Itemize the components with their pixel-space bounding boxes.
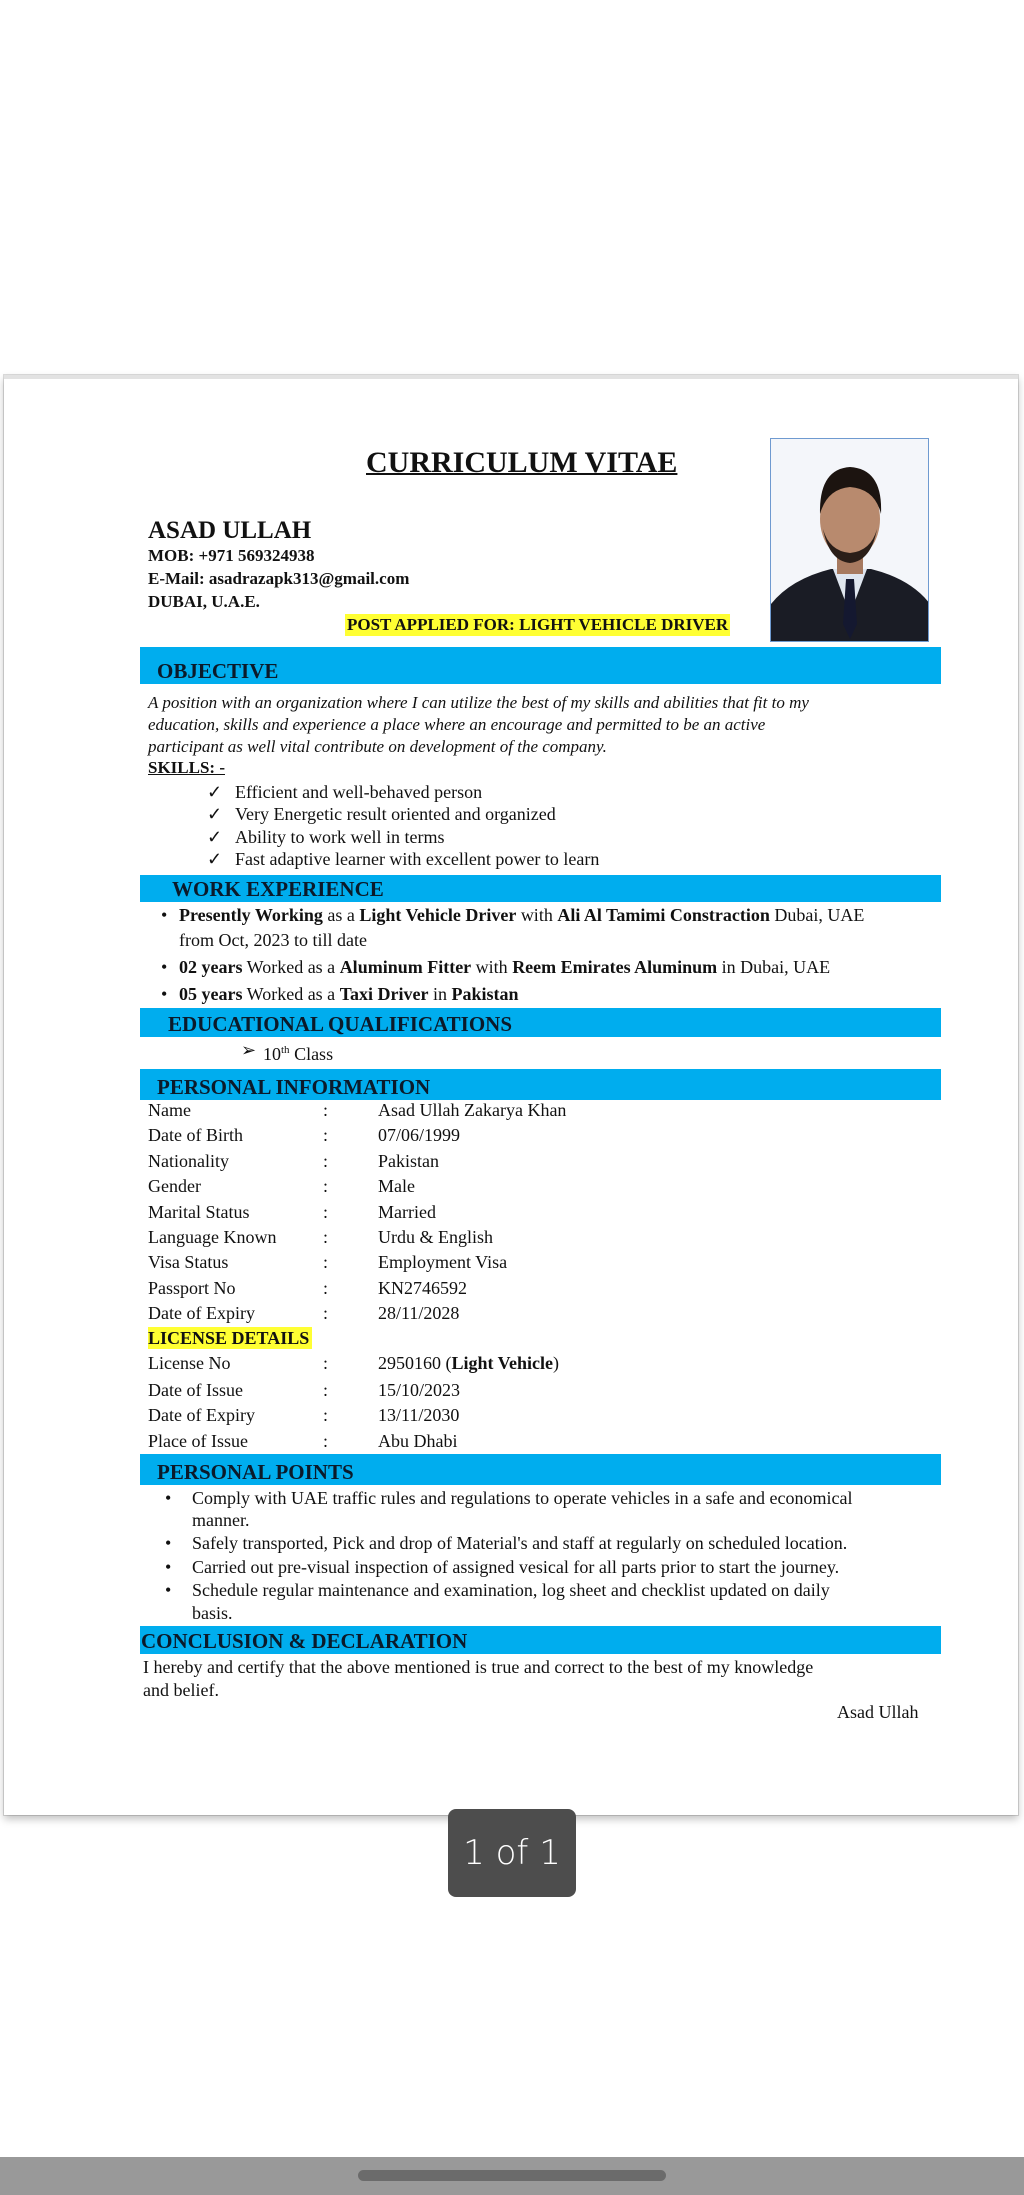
skill-text: Ability to work well in terms — [235, 827, 445, 847]
row-colon: : — [323, 1150, 329, 1171]
row-colon: : — [323, 1380, 329, 1400]
email: E-Mail: asadrazapk313@gmail.com — [148, 569, 410, 588]
row-label: Date of Expiry — [148, 1303, 255, 1324]
objective-heading: OBJECTIVE — [157, 659, 279, 683]
info-row — [148, 1150, 848, 1172]
skill-text: Very Energetic result oriented and organized — [235, 804, 556, 824]
signature-name: Asad Ullah — [837, 1702, 919, 1722]
section-personal-points — [140, 1454, 941, 1485]
point-item: • Safely transported, Pick and drop of Material's and staff at regularly on scheduled location. — [165, 1533, 848, 1553]
skill-item: ✓ Efficient and well-behaved person — [207, 782, 483, 802]
info-row — [148, 1430, 848, 1452]
skills-heading: SKILLS: - — [148, 758, 225, 777]
point-item: • Schedule regular maintenance and examination, log sheet and checklist updated on daily — [165, 1580, 830, 1600]
row-colon: : — [323, 1405, 329, 1426]
section-conclusion — [140, 1626, 941, 1654]
point-item: • Comply with UAE traffic rules and regulations to operate vehicles in a safe and economical — [165, 1488, 853, 1508]
section-education — [140, 1008, 941, 1037]
candidate-name: ASAD ULLAH — [148, 517, 312, 544]
row-value: 28/11/2028 — [378, 1303, 460, 1324]
work-text: 02 years Worked as a Aluminum Fitter with Reem Emirates Aluminum in Dubai, UAE — [179, 957, 831, 977]
row-value: Asad Ullah Zakarya Khan — [378, 1100, 567, 1120]
work-text: 05 years Worked as a Taxi Driver in Pakistan — [179, 984, 519, 1004]
conclusion-heading: CONCLUSION & DECLARATION — [141, 1629, 468, 1653]
row-label: Nationality — [148, 1150, 229, 1171]
objective-line: participant as well vital contribute on development of the company. — [148, 737, 607, 756]
declaration-line: and belief. — [143, 1680, 219, 1700]
row-label: Date of Expiry — [148, 1405, 255, 1426]
point-item: • Carried out pre-visual inspection of assigned vesical for all parts prior to start the journey. — [165, 1557, 840, 1577]
work-item: • Presently Working as a Light Vehicle Driver with Ali Al Tamimi Constraction Dubai, UAE — [161, 905, 865, 925]
mobile-number: MOB: +971 569324938 — [148, 546, 315, 565]
license-heading: LICENSE DETAILS — [148, 1327, 312, 1349]
row-value: Married — [378, 1201, 436, 1222]
row-value: 13/11/2030 — [378, 1405, 460, 1426]
row-colon: : — [323, 1227, 329, 1247]
row-label: Date of Issue — [148, 1380, 243, 1400]
row-value: 07/06/1999 — [378, 1125, 461, 1146]
skill-text: Fast adaptive learner with excellent power to learn — [235, 849, 600, 869]
section-work-experience — [140, 875, 941, 902]
objective-line: education, skills and experience a place where an encourage and permitted to be an active — [148, 715, 766, 734]
education-item: ➢ 10th Class — [241, 1040, 334, 1064]
info-row — [148, 1124, 848, 1146]
post-applied: POST APPLIED FOR: LIGHT VEHICLE DRIVER — [347, 615, 729, 634]
points-heading: PERSONAL POINTS — [157, 1460, 354, 1484]
info-row — [148, 1379, 848, 1401]
row-value: Employment Visa — [378, 1252, 508, 1273]
info-row — [148, 1302, 848, 1324]
row-colon: : — [323, 1303, 329, 1324]
work-item: • 05 years Worked as a Taxi Driver in Pakistan — [161, 984, 519, 1004]
license-row — [148, 1352, 848, 1374]
row-value: Urdu & English — [378, 1227, 493, 1247]
row-label: Marital Status — [148, 1201, 250, 1222]
info-row — [148, 1175, 848, 1197]
system-nav-bar — [0, 2157, 1024, 2195]
row-colon: : — [323, 1125, 329, 1146]
row-colon: : — [323, 1176, 329, 1197]
home-indicator[interactable] — [358, 2170, 666, 2181]
row-value: Pakistan — [378, 1150, 439, 1171]
education-heading: EDUCATIONAL QUALIFICATIONS — [168, 1012, 513, 1036]
info-row — [148, 1099, 848, 1121]
row-colon: : — [323, 1252, 329, 1273]
row-label: License No — [148, 1353, 231, 1373]
point-item-cont: manner. — [192, 1510, 250, 1530]
objective-line: A position with an organization where I can utilize the best of my skills and abilities that fit to my — [148, 693, 809, 712]
section-personal-info — [140, 1069, 941, 1100]
skill-item: ✓ Fast adaptive learner with excellent power to learn — [207, 849, 600, 869]
skill-text: Efficient and well-behaved person — [235, 782, 483, 802]
work-item: • 02 years Worked as a Aluminum Fitter with Reem Emirates Aluminum in Dubai, UAE — [161, 957, 831, 977]
row-value: KN2746592 — [378, 1277, 467, 1298]
row-colon: : — [323, 1201, 329, 1222]
profile-photo — [770, 438, 929, 642]
row-label: Name — [148, 1100, 191, 1120]
row-colon: : — [323, 1100, 329, 1120]
row-value: 2950160 (Light Vehicle) — [378, 1353, 560, 1373]
work-heading: WORK EXPERIENCE — [172, 877, 384, 901]
row-label: Gender — [148, 1176, 201, 1197]
info-row — [148, 1277, 848, 1299]
page-indicator: 1 of 1 — [448, 1809, 576, 1897]
row-value: 15/10/2023 — [378, 1380, 461, 1400]
row-value: Male — [378, 1176, 415, 1197]
info-row — [148, 1404, 848, 1426]
work-item-line2: from Oct, 2023 to till date — [179, 930, 367, 950]
skill-item: ✓ Very Energetic result oriented and organized — [207, 804, 556, 824]
row-colon: : — [323, 1430, 329, 1451]
row-colon: : — [323, 1277, 329, 1298]
section-objective — [140, 647, 941, 684]
skill-item: ✓ Ability to work well in terms — [207, 827, 445, 847]
location: DUBAI, U.A.E. — [148, 592, 260, 611]
education-text: 10th Class — [263, 1044, 334, 1064]
point-item-cont: basis. — [192, 1603, 233, 1623]
work-text: Presently Working as a Light Vehicle Driver with Ali Al Tamimi Constraction Dubai, UAE — [179, 905, 865, 925]
info-row — [148, 1226, 848, 1248]
row-value: Abu Dhabi — [378, 1430, 458, 1451]
info-row — [148, 1251, 848, 1273]
row-label: Date of Birth — [148, 1125, 243, 1146]
row-label: Language Known — [148, 1227, 277, 1247]
cv-title: CURRICULUM VITAE — [366, 446, 678, 479]
info-row — [148, 1201, 848, 1223]
row-label: Visa Status — [148, 1252, 229, 1273]
row-colon: : — [323, 1353, 329, 1373]
declaration-line: I hereby and certify that the above mentioned is true and correct to the best of my knowledge — [143, 1657, 814, 1677]
personal-heading: PERSONAL INFORMATION — [157, 1075, 431, 1099]
row-label: Passport No — [148, 1277, 236, 1298]
row-label: Place of Issue — [148, 1430, 248, 1451]
